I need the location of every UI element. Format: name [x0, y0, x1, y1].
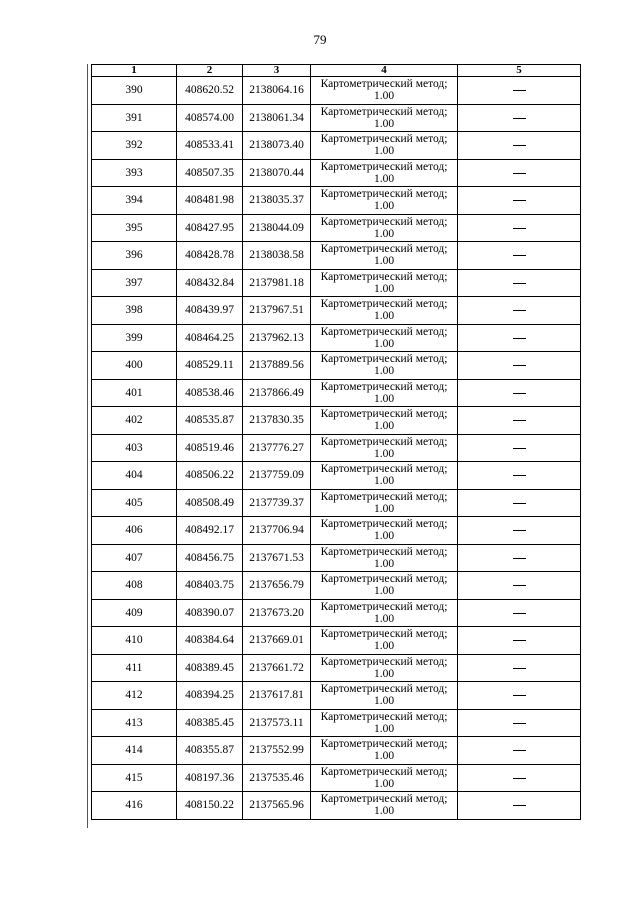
margin-rule — [87, 64, 88, 828]
table-header-row — [92, 65, 581, 77]
y-coordinate-cell: 2137669.01 — [243, 627, 311, 655]
notes-cell — [458, 379, 581, 407]
y-coordinate-cell: 2137759.09 — [243, 462, 311, 490]
dash-mark — [513, 118, 526, 119]
method-text: Картометрический метод; — [320, 243, 448, 256]
dash-mark — [513, 530, 526, 531]
method-cell — [311, 77, 458, 105]
table-row — [92, 242, 581, 270]
method-cell — [311, 352, 458, 380]
method-cell — [311, 489, 458, 517]
x-coordinate-cell: 408385.45 — [177, 709, 243, 737]
accuracy-text: 1.00 — [373, 420, 395, 433]
method-text: Картометрический метод; — [320, 298, 448, 311]
accuracy-text: 1.00 — [373, 777, 395, 790]
x-coordinate-cell: 408150.22 — [177, 792, 243, 820]
y-coordinate-cell: 2138070.44 — [243, 159, 311, 187]
x-coordinate-cell: 408432.84 — [177, 269, 243, 297]
y-coordinate-cell: 2137962.13 — [243, 324, 311, 352]
dash-mark — [513, 558, 526, 559]
notes-cell — [458, 132, 581, 160]
notes-cell — [458, 434, 581, 462]
y-coordinate-cell: 2137981.18 — [243, 269, 311, 297]
notes-cell — [458, 269, 581, 297]
accuracy-text: 1.00 — [373, 557, 395, 570]
page-number: 79 — [313, 32, 327, 47]
point-number-cell: 394 — [92, 187, 177, 215]
method-cell — [311, 297, 458, 325]
dash-mark — [513, 145, 526, 146]
notes-cell — [458, 214, 581, 242]
method-cell — [311, 324, 458, 352]
method-text: Картометрический метод; — [320, 573, 448, 586]
y-coordinate-cell: 2137661.72 — [243, 654, 311, 682]
method-cell — [311, 159, 458, 187]
method-cell — [311, 654, 458, 682]
method-text: Картометрический метод; — [320, 353, 448, 366]
table-body — [92, 77, 581, 820]
point-number-cell: 390 — [92, 77, 177, 105]
x-coordinate-cell: 408507.35 — [177, 159, 243, 187]
method-cell — [311, 132, 458, 160]
y-coordinate-cell: 2137565.96 — [243, 792, 311, 820]
x-coordinate-cell: 408403.75 — [177, 572, 243, 600]
accuracy-text: 1.00 — [373, 200, 395, 213]
accuracy-text: 1.00 — [373, 392, 395, 405]
notes-cell — [458, 544, 581, 572]
x-coordinate-cell: 408427.95 — [177, 214, 243, 242]
y-coordinate-cell: 2137967.51 — [243, 297, 311, 325]
dash-mark — [513, 310, 526, 311]
accuracy-text: 1.00 — [373, 805, 395, 818]
accuracy-text: 1.00 — [373, 695, 395, 708]
point-number-cell: 406 — [92, 517, 177, 545]
accuracy-text: 1.00 — [373, 172, 395, 185]
table-row — [92, 627, 581, 655]
dash-mark — [513, 668, 526, 669]
accuracy-text: 1.00 — [373, 722, 395, 735]
table-row — [92, 434, 581, 462]
dash-mark — [513, 448, 526, 449]
table-row — [92, 132, 581, 160]
y-coordinate-cell: 2137830.35 — [243, 407, 311, 435]
method-cell — [311, 572, 458, 600]
point-number-cell: 395 — [92, 214, 177, 242]
notes-cell — [458, 737, 581, 765]
method-cell — [311, 434, 458, 462]
dash-mark — [513, 778, 526, 779]
point-number-cell: 415 — [92, 764, 177, 792]
x-coordinate-cell: 408508.49 — [177, 489, 243, 517]
column-header: 1 — [92, 65, 177, 77]
table-row — [92, 159, 581, 187]
point-number-cell: 408 — [92, 572, 177, 600]
table-row — [92, 709, 581, 737]
notes-cell — [458, 709, 581, 737]
point-number-cell: 414 — [92, 737, 177, 765]
x-coordinate-cell: 408394.25 — [177, 682, 243, 710]
method-text: Картометрический метод; — [320, 160, 448, 173]
dash-mark — [513, 640, 526, 641]
point-number-cell: 407 — [92, 544, 177, 572]
y-coordinate-cell: 2138038.58 — [243, 242, 311, 270]
x-coordinate-cell: 408519.46 — [177, 434, 243, 462]
dash-mark — [513, 283, 526, 284]
method-text: Картометрический метод; — [320, 408, 448, 421]
dash-mark — [513, 420, 526, 421]
dash-mark — [513, 255, 526, 256]
notes-cell — [458, 352, 581, 380]
y-coordinate-cell: 2137656.79 — [243, 572, 311, 600]
dash-mark — [513, 338, 526, 339]
method-text: Картометрический метод; — [320, 270, 448, 283]
accuracy-text: 1.00 — [373, 585, 395, 598]
point-number-cell: 411 — [92, 654, 177, 682]
accuracy-text: 1.00 — [373, 337, 395, 350]
method-text: Картометрический метод; — [320, 380, 448, 393]
method-text: Картометрический метод; — [320, 683, 448, 696]
point-number-cell: 399 — [92, 324, 177, 352]
table-row — [92, 214, 581, 242]
table-row — [92, 269, 581, 297]
method-cell — [311, 242, 458, 270]
x-coordinate-cell: 408481.98 — [177, 187, 243, 215]
method-cell — [311, 517, 458, 545]
point-number-cell: 413 — [92, 709, 177, 737]
accuracy-text: 1.00 — [373, 612, 395, 625]
accuracy-text: 1.00 — [373, 145, 395, 158]
method-cell — [311, 104, 458, 132]
x-coordinate-cell: 408197.36 — [177, 764, 243, 792]
dash-mark — [513, 475, 526, 476]
x-coordinate-cell: 408389.45 — [177, 654, 243, 682]
x-coordinate-cell: 408574.00 — [177, 104, 243, 132]
method-text: Картометрический метод; — [320, 793, 448, 806]
table-row — [92, 462, 581, 490]
y-coordinate-cell: 2137889.56 — [243, 352, 311, 380]
method-text: Картометрический метод; — [320, 490, 448, 503]
method-cell — [311, 792, 458, 820]
method-cell — [311, 379, 458, 407]
method-text: Картометрический метод; — [320, 188, 448, 201]
notes-cell — [458, 187, 581, 215]
column-header: 5 — [458, 65, 581, 77]
dash-mark — [513, 393, 526, 394]
method-cell — [311, 737, 458, 765]
accuracy-text: 1.00 — [373, 530, 395, 543]
dash-mark — [513, 613, 526, 614]
point-number-cell: 402 — [92, 407, 177, 435]
notes-cell — [458, 489, 581, 517]
accuracy-text: 1.00 — [373, 447, 395, 460]
dash-mark — [513, 750, 526, 751]
notes-cell — [458, 77, 581, 105]
column-header: 3 — [243, 65, 311, 77]
point-number-cell: 400 — [92, 352, 177, 380]
table-row — [92, 572, 581, 600]
method-text: Картометрический метод; — [320, 600, 448, 613]
y-coordinate-cell: 2137535.46 — [243, 764, 311, 792]
x-coordinate-cell: 408464.25 — [177, 324, 243, 352]
table-row — [92, 352, 581, 380]
y-coordinate-cell: 2137776.27 — [243, 434, 311, 462]
y-coordinate-cell: 2137617.81 — [243, 682, 311, 710]
table-row — [92, 517, 581, 545]
method-text: Картометрический метод; — [320, 710, 448, 723]
dash-mark — [513, 695, 526, 696]
x-coordinate-cell: 408506.22 — [177, 462, 243, 490]
notes-cell — [458, 159, 581, 187]
notes-cell — [458, 242, 581, 270]
method-text: Картометрический метод; — [320, 655, 448, 668]
method-cell — [311, 627, 458, 655]
accuracy-text: 1.00 — [373, 475, 395, 488]
point-number-cell: 396 — [92, 242, 177, 270]
notes-cell — [458, 792, 581, 820]
dash-mark — [513, 228, 526, 229]
point-number-cell: 392 — [92, 132, 177, 160]
accuracy-text: 1.00 — [373, 667, 395, 680]
table-row — [92, 544, 581, 572]
y-coordinate-cell: 2138061.34 — [243, 104, 311, 132]
accuracy-text: 1.00 — [373, 255, 395, 268]
point-number-cell: 393 — [92, 159, 177, 187]
point-number-cell: 397 — [92, 269, 177, 297]
accuracy-text: 1.00 — [373, 365, 395, 378]
notes-cell — [458, 324, 581, 352]
y-coordinate-cell: 2137573.11 — [243, 709, 311, 737]
y-coordinate-cell: 2137552.99 — [243, 737, 311, 765]
x-coordinate-cell: 408390.07 — [177, 599, 243, 627]
table-row — [92, 297, 581, 325]
x-coordinate-cell: 408533.41 — [177, 132, 243, 160]
y-coordinate-cell: 2137866.49 — [243, 379, 311, 407]
point-number-cell: 403 — [92, 434, 177, 462]
notes-cell — [458, 627, 581, 655]
dash-mark — [513, 90, 526, 91]
dash-mark — [513, 503, 526, 504]
method-cell — [311, 407, 458, 435]
x-coordinate-cell: 408492.17 — [177, 517, 243, 545]
notes-cell — [458, 517, 581, 545]
point-number-cell: 409 — [92, 599, 177, 627]
method-cell — [311, 269, 458, 297]
point-number-cell: 416 — [92, 792, 177, 820]
table-row — [92, 407, 581, 435]
accuracy-text: 1.00 — [373, 227, 395, 240]
point-number-cell: 398 — [92, 297, 177, 325]
x-coordinate-cell: 408428.78 — [177, 242, 243, 270]
table-row — [92, 187, 581, 215]
accuracy-text: 1.00 — [373, 117, 395, 130]
notes-cell — [458, 572, 581, 600]
notes-cell — [458, 297, 581, 325]
accuracy-text: 1.00 — [373, 282, 395, 295]
y-coordinate-cell: 2138035.37 — [243, 187, 311, 215]
method-cell — [311, 187, 458, 215]
method-text: Картометрический метод; — [320, 133, 448, 146]
table-row — [92, 104, 581, 132]
point-number-cell: 404 — [92, 462, 177, 490]
method-cell — [311, 682, 458, 710]
notes-cell — [458, 104, 581, 132]
column-header: 4 — [311, 65, 458, 77]
method-text: Картометрический метод; — [320, 435, 448, 448]
accuracy-text: 1.00 — [373, 90, 395, 103]
dash-mark — [513, 365, 526, 366]
method-text: Картометрический метод; — [320, 518, 448, 531]
notes-cell — [458, 407, 581, 435]
method-text: Картометрический метод; — [320, 463, 448, 476]
point-number-cell: 410 — [92, 627, 177, 655]
method-cell — [311, 599, 458, 627]
method-cell — [311, 764, 458, 792]
dash-mark — [513, 723, 526, 724]
dash-mark — [513, 200, 526, 201]
dash-mark — [513, 805, 526, 806]
table-row — [92, 682, 581, 710]
y-coordinate-cell: 2138044.09 — [243, 214, 311, 242]
accuracy-text: 1.00 — [373, 750, 395, 763]
x-coordinate-cell: 408535.87 — [177, 407, 243, 435]
table-row — [92, 379, 581, 407]
method-text: Картометрический метод; — [320, 215, 448, 228]
method-text: Картометрический метод; — [320, 628, 448, 641]
accuracy-text: 1.00 — [373, 310, 395, 323]
table-row — [92, 792, 581, 820]
x-coordinate-cell: 408439.97 — [177, 297, 243, 325]
table-row — [92, 737, 581, 765]
table-row — [92, 324, 581, 352]
table-row — [92, 599, 581, 627]
point-number-cell: 391 — [92, 104, 177, 132]
accuracy-text: 1.00 — [373, 640, 395, 653]
x-coordinate-cell: 408384.64 — [177, 627, 243, 655]
method-text: Картометрический метод; — [320, 105, 448, 118]
table-row — [92, 489, 581, 517]
coordinates-table — [91, 64, 581, 820]
y-coordinate-cell: 2137706.94 — [243, 517, 311, 545]
point-number-cell: 401 — [92, 379, 177, 407]
table-row — [92, 77, 581, 105]
method-text: Картометрический метод; — [320, 738, 448, 751]
notes-cell — [458, 654, 581, 682]
dash-mark — [513, 173, 526, 174]
method-cell — [311, 214, 458, 242]
table-row — [92, 654, 581, 682]
notes-cell — [458, 764, 581, 792]
y-coordinate-cell: 2137739.37 — [243, 489, 311, 517]
column-header: 2 — [177, 65, 243, 77]
y-coordinate-cell: 2138073.40 — [243, 132, 311, 160]
method-text: Картометрический метод; — [320, 325, 448, 338]
accuracy-text: 1.00 — [373, 502, 395, 515]
notes-cell — [458, 682, 581, 710]
x-coordinate-cell: 408529.11 — [177, 352, 243, 380]
notes-cell — [458, 599, 581, 627]
method-text: Картометрический метод; — [320, 765, 448, 778]
x-coordinate-cell: 408538.46 — [177, 379, 243, 407]
y-coordinate-cell: 2137671.53 — [243, 544, 311, 572]
method-cell — [311, 709, 458, 737]
x-coordinate-cell: 408456.75 — [177, 544, 243, 572]
dash-mark — [513, 585, 526, 586]
method-cell — [311, 544, 458, 572]
method-cell — [311, 462, 458, 490]
method-text: Картометрический метод; — [320, 78, 448, 91]
y-coordinate-cell: 2137673.20 — [243, 599, 311, 627]
x-coordinate-cell: 408620.52 — [177, 77, 243, 105]
point-number-cell: 405 — [92, 489, 177, 517]
x-coordinate-cell: 408355.87 — [177, 737, 243, 765]
y-coordinate-cell: 2138064.16 — [243, 77, 311, 105]
table-row — [92, 764, 581, 792]
method-text: Картометрический метод; — [320, 545, 448, 558]
notes-cell — [458, 462, 581, 490]
point-number-cell: 412 — [92, 682, 177, 710]
